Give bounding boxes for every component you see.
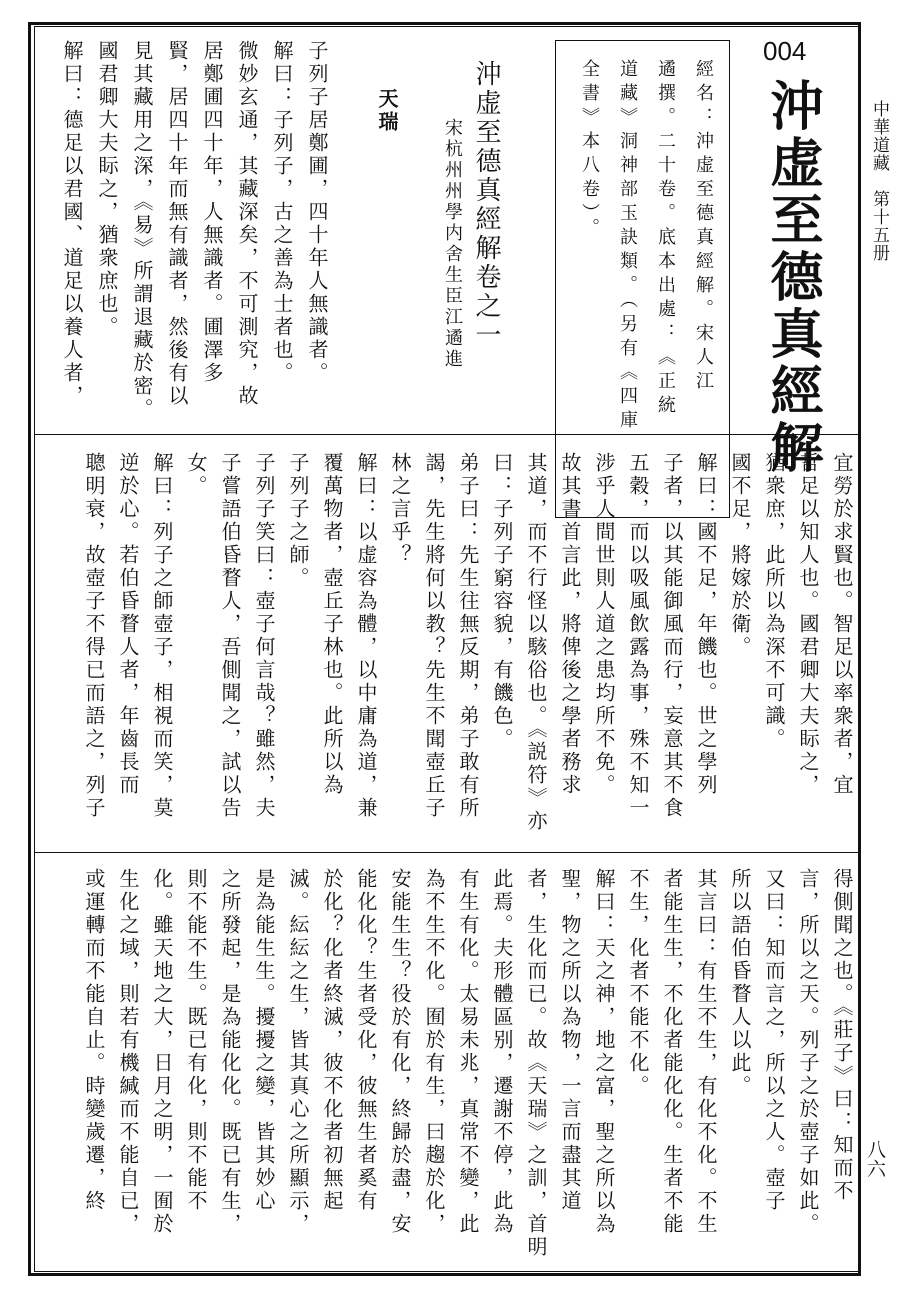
chapter-heading: 天瑞 — [375, 88, 399, 134]
page-number: 八六 — [864, 1140, 886, 1178]
text-column: 子列子之師。 — [286, 452, 310, 590]
running-header: 中華道藏 第十五册 — [869, 100, 889, 262]
text-column: 解曰：以虚容為體，以中庸為道，兼 — [354, 452, 378, 820]
text-column: 所以語伯昏瞀人以此。 — [728, 868, 752, 1098]
text-column: 言，所以之天。列子之於壺子如此。 — [796, 868, 820, 1236]
text-column: 涉乎人間世則人道之患均所不免。 — [592, 452, 616, 797]
text-column: 此焉。夫形體區别，遷謝不停，此為 — [490, 868, 514, 1236]
text-column: 見其藏用之深，《易》所謂退藏於密。 — [130, 40, 154, 421]
text-column: 其言曰：有生不生，有化不化。不生 — [694, 868, 718, 1236]
document-number: 004 — [763, 36, 807, 66]
text-column: 有生有化。太易未兆，真常不變，此 — [456, 868, 480, 1236]
text-column: 逆於心。若伯昏瞀人者，年齒長而 — [116, 452, 140, 797]
info-line: 經名：沖虚至德真經解。宋人江 — [693, 59, 714, 395]
text-column: 微妙玄通，其藏深矣，不可測究，故 — [235, 40, 259, 408]
text-column: 故其書首言此，將俾後之學者務求 — [558, 452, 582, 797]
text-column: 化。雖天地之大，日月之明，一囿於 — [150, 868, 174, 1236]
info-line: 全書》本八卷）。 — [579, 59, 600, 242]
text-column: 解曰：子列子，古之善為士者也。 — [270, 40, 294, 385]
text-column: 宜勞於求賢也。智足以率衆者，宜 — [830, 452, 854, 797]
text-column: 解曰：德足以君國、道足以養人者， — [60, 40, 84, 408]
volume-title: 沖虚至德真經解卷之一 — [471, 60, 501, 350]
info-line: 道藏》洞神部玉訣類。（另有《四庫 — [617, 59, 638, 434]
text-column: 林之言乎？ — [388, 452, 412, 567]
text-column: 或運轉而不能自止。時變歲遷，終 — [82, 868, 106, 1213]
author-line: 宋杭州州學内舍生臣江遹進 — [442, 118, 463, 370]
info-box — [555, 40, 730, 518]
info-line: 遹撰。二十卷。底本出處：《正統 — [655, 59, 676, 419]
text-column: 子列子居鄭圃，四十年人無識者。 — [305, 40, 329, 385]
text-column: 哲足以知人也。國君卿大夫眎之， — [796, 452, 820, 797]
text-column: 五穀，而以吸風飲露為事，殊不知一 — [626, 452, 650, 820]
text-column: 聖，物之所以為物，一言而盡其道 — [558, 868, 582, 1213]
text-column: 子列子笑曰：壺子何言哉？雖然，夫 — [252, 452, 276, 820]
text-column: 得側聞之也。《莊子》曰：知而不 — [830, 868, 854, 1203]
text-column: 能化化？生者受化，彼無生者奚有 — [354, 868, 378, 1213]
text-column: 子嘗語伯昏瞀人，吾側聞之，試以告 — [218, 452, 242, 820]
text-column: 弟子曰：先生往無反期，弟子敢有所 — [456, 452, 480, 820]
document-title: 沖虚至德真經解 — [762, 78, 823, 477]
text-column: 安能生生？役於有化，終歸於盡，安 — [388, 868, 412, 1236]
text-column: 不生，化者不能不化。 — [626, 868, 650, 1098]
text-column: 於化？化者終滅，彼不化者初無起 — [320, 868, 344, 1213]
section-divider-bottom — [34, 852, 859, 853]
text-column: 是為能生生。擾擾之變，皆其妙心 — [252, 868, 276, 1213]
text-column: 國君卿大夫眎之，猶衆庶也。 — [95, 40, 119, 339]
text-column: 覆萬物者，壺丘子林也。此所以為 — [320, 452, 344, 797]
text-column: 者能生生，不化者能化化。生者不能 — [660, 868, 684, 1236]
text-column: 國不足，將嫁於衛。 — [728, 452, 752, 659]
text-column: 猶衆庶，此所以為深不可識。 — [762, 452, 786, 751]
text-column: 滅。紜紜之生，皆其真心之所顯示， — [286, 868, 310, 1236]
text-column: 生化之域，則若有機緘而不能自已， — [116, 868, 140, 1236]
text-column: 居鄭圃四十年，人無識者。圃澤多 — [200, 40, 224, 385]
text-column: 解曰：列子之師壺子，相視而笑，莫 — [150, 452, 174, 820]
text-column: 則不能不生。既已有化，則不能不 — [184, 868, 208, 1213]
text-column: 解曰：天之神，地之富，聖之所以為 — [592, 868, 616, 1236]
text-column: 女。 — [184, 452, 208, 498]
text-column: 為不生不化。囿於有生，曰趨於化， — [422, 868, 446, 1236]
text-column: 子者，以其能御風而行，妄意其不食 — [660, 452, 684, 820]
section-divider-top — [34, 434, 859, 435]
text-column: 謁，先生將何以教？先生不聞壺丘子 — [422, 452, 446, 820]
text-column: 解曰：國不足，年饑也。世之學列 — [694, 452, 718, 797]
text-column: 賢，居四十年而無有識者，然後有以 — [165, 40, 189, 408]
text-column: 曰：子列子窮容貌，有饑色。 — [490, 452, 514, 751]
text-column: 聰明衰，故壺子不得已而語之，列子 — [82, 452, 106, 820]
text-column: 又曰：知而言之，所以之人。壺子 — [762, 868, 786, 1213]
text-column: 其道，而不行怪以駭俗也。《説符》亦 — [524, 452, 548, 833]
text-column: 者，生化而已。故《天瑞》之訓，首明 — [524, 868, 548, 1259]
text-column: 之所發起，是為能化化。既已有生， — [218, 868, 242, 1236]
